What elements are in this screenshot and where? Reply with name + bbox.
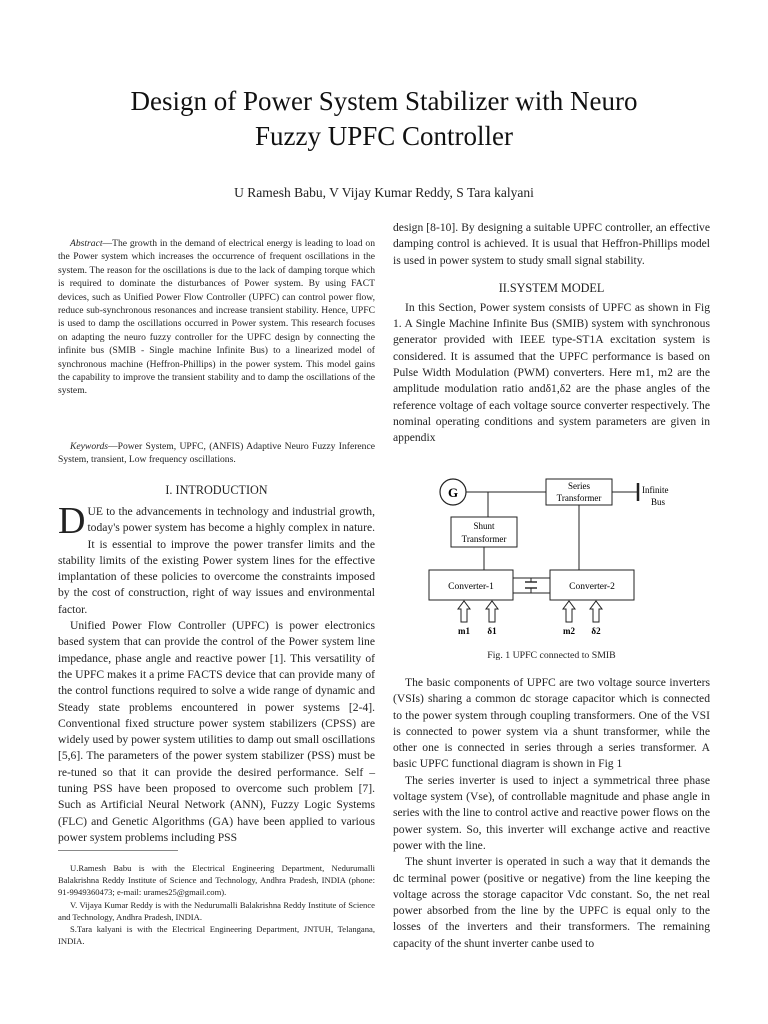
control-input-arrows bbox=[458, 601, 602, 622]
shunt-transformer-label-1: Shunt bbox=[473, 521, 495, 531]
upfc-components-paragraph: The basic components of UPFC are two voltage source inverters (VSIs) sharing a common dc storage capacitor which is connected to the power system through coupling transformers. One of the VSI is connected to power system via a shunt transformer, while the other one is connected in series through a series transformer. A basic UPFC functional diagram is shown in Fig 1 bbox=[393, 676, 710, 771]
figure-1-caption: Fig. 1 UPFC connected to SMIB bbox=[487, 650, 616, 661]
arrow-d1 bbox=[486, 601, 498, 622]
right-column-bottom bbox=[393, 675, 710, 952]
right-column-top bbox=[393, 220, 710, 447]
footnote-author-1: U.Ramesh Babu is with the Electrical Engineering Department, Nedurumalli Balakrishna Reddy Institute of Science and Technology, Andhra Pradesh, INDIA (phone: 91-9949360473; e-mail: urames25@gmail.com). bbox=[58, 863, 375, 898]
series-transformer-label-1: Series bbox=[568, 481, 590, 491]
converter-2-label: Converter-2 bbox=[569, 582, 615, 592]
title-line-1: Design of Power System Stabilizer with Neuro bbox=[130, 86, 638, 116]
generator-label: G bbox=[447, 485, 459, 500]
section-heading-system-model: II.SYSTEM MODEL bbox=[498, 280, 605, 295]
keywords-text: —Power System, UPFC, (ANFIS) Adaptive Neuro Fuzzy Inference System, transient, Low frequency oscillations. bbox=[58, 441, 375, 466]
keywords-label: Keywords bbox=[70, 441, 109, 452]
arrow-d2 bbox=[590, 601, 602, 622]
footnotes bbox=[58, 862, 375, 947]
label-delta1: δ1 bbox=[487, 626, 497, 636]
series-inverter-paragraph: The series inverter is used to inject a symmetrical three phase voltage system (Vse), of controllable magnitude and phase angle in series with the line to control active and reactive power flows on the power system. So, this inverter will exchange active and reactive power with the line. bbox=[393, 773, 710, 852]
label-m1: m1 bbox=[458, 626, 470, 636]
intro-paragraph-2: Unified Power Flow Controller (UPFC) is power electronics based system that can provide the control of the Power system line impedance, phase angle and reactive power [1]. This versatility of the UPFC makes it a prime FACTS device that can provide many of the control functions required to solve a wide range of dynamic and Steady state problems encountered in power systems [2-4]. Conventional fixed structure power system stabilizers (CPSS) are widely used by power system utilities to damp out small oscillations [5,6]. The parameters of the power system stabilizer (PSS) must be re-tuned so that it can provide the desired performance. Self – tuning PSS have been proposed to overcome such problem [7]. Such as Artificial Neural Network (ANN), Fuzzy Logic Systems (FLC) and Genetic Algorithms (GA) have been applied to various power system problems including PSS bbox=[58, 619, 375, 844]
design-paragraph: design [8-10]. By designing a suitable UPFC controller, an effective damping control is achieved. It is usual that Heffron-Phillips model is used in power system to study small signal stability. bbox=[393, 221, 710, 267]
upfc-smib-diagram bbox=[393, 474, 710, 646]
arrow-m2 bbox=[563, 601, 575, 622]
abstract-text: —The growth in the demand of electrical energy is leading to load on the Power system which increases the occurrence of frequent oscillations in the system. The reason for the oscillations is due to the lack of damping torque which is required to dominate the disturbances of Power system. By using FACT devices, such as Unified Power Flow Controller (UPFC) can control power flow, reduce sub-synchronous resonances and increase transient stability. Hence, UPFC is used to damp the oscillations occurred in Power system. This research focuses on adapting the neuro fuzzy controller for the UPFC design by connecting the infinite bus (SMIB - Single machine Infinite Bus) to a linearized model of synchronous machine (Heffron-Phillips) in the power system. This model gains the capability to improve the transient stability and to damp the oscillations of the system. bbox=[58, 238, 375, 397]
section-heading-introduction: I. INTRODUCTION bbox=[165, 483, 268, 497]
author-list: U Ramesh Babu, V Vijay Kumar Reddy, S Tara kalyani bbox=[234, 185, 534, 200]
label-delta2: δ2 bbox=[591, 626, 601, 636]
footnote-rule bbox=[58, 850, 178, 851]
system-model-paragraph-1: In this Section, Power system consists of UPFC as shown in Fig 1. A Single Machine Infinite Bus (SMIB) system with synchronous generator provided with IEEE type-ST1A excitation system is considered. It is assumed that the UPFC performance is based on Pulse Width Modulation (PWM) converters. Here m1, m2 are the amplitude modulation ratio andδ1,δ2 are the phase angles of the reference voltage of each voltage source converter respectively. The nominal operating conditions and system parameters are given in appendix bbox=[393, 300, 710, 445]
intro-paragraph-1-text: UE to the advancements in technology and industrial growth, today's power system has become a highly complex in nature. It is essential to improve the power transfer limits and the stability limits of the existing Power system lines for the effective implantation of these policies to overcome the constraints imposed by the cost of construction, right of way issues and environmental factor. bbox=[58, 505, 375, 616]
shunt-transformer-label-2: Transformer bbox=[461, 534, 507, 544]
series-transformer-label-2: Transformer bbox=[556, 493, 602, 503]
shunt-inverter-paragraph: The shunt inverter is operated in such a way that it demands the dc terminal power (positive or negative) from the line keeping the voltage across the storage capacitor Vdc constant. So, the net real power absorbed from the line by the UPFC is equal only to the losses of the inverters and their transformers. The remaining capacity of the shunt inverter canbe used to bbox=[393, 855, 710, 950]
dropcap-letter: D bbox=[58, 500, 86, 542]
paper-title bbox=[60, 84, 708, 154]
arrow-m1 bbox=[458, 601, 470, 622]
footnote-author-3: S.Tara kalyani is with the Electrical Engineering Department, JNTUH, Telangana, INDIA. bbox=[58, 924, 375, 947]
introduction-section bbox=[58, 483, 375, 846]
abstract-label: Abstract bbox=[70, 238, 103, 249]
infinite-bus-label-1: Infinite bbox=[642, 485, 669, 495]
intro-paragraph-1 bbox=[58, 500, 375, 618]
title-line-2: Fuzzy UPFC Controller bbox=[254, 121, 513, 151]
converter-1-label: Converter-1 bbox=[448, 582, 494, 592]
footnote-author-2: V. Vijaya Kumar Reddy is with the Nedurumalli Balakrishna Reddy Institute of Science and Technology, Andhra Pradesh, INDIA. bbox=[58, 899, 375, 922]
keywords-paragraph bbox=[58, 440, 375, 467]
infinite-bus-label-2: Bus bbox=[651, 497, 666, 507]
abstract-paragraph bbox=[58, 237, 375, 398]
keywords-block bbox=[58, 440, 375, 467]
label-m2: m2 bbox=[563, 626, 575, 636]
abstract-block bbox=[58, 237, 375, 398]
